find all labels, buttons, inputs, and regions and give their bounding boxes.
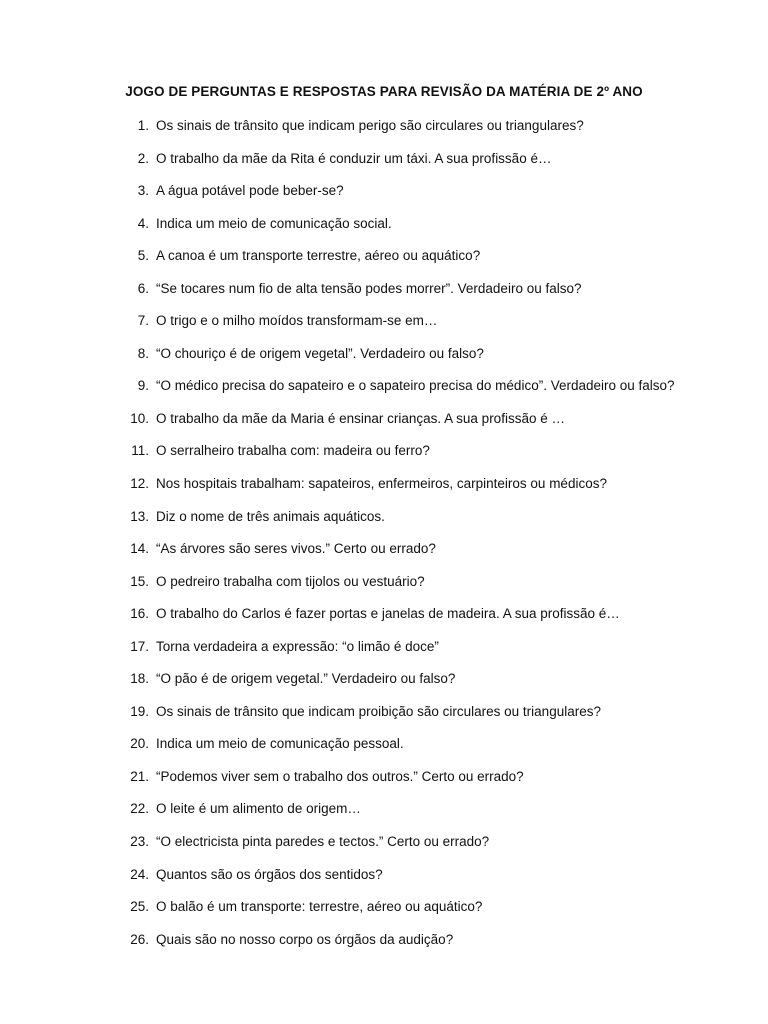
question-number: 20.	[130, 736, 149, 752]
question-number: 15.	[130, 573, 149, 589]
question-item	[0, 507, 768, 540]
question-number: 12.	[130, 476, 149, 492]
question-item	[0, 409, 768, 442]
question-number: 14.	[130, 541, 149, 557]
question-text: “Podemos viver sem o trabalho dos outros.” Certo ou errado?	[156, 768, 524, 784]
question-text: Quantos são os órgãos dos sentidos?	[156, 866, 383, 882]
question-item	[0, 539, 768, 572]
question-text: O trabalho da mãe da Rita é conduzir um táxi. A sua profissão é…	[156, 150, 552, 166]
question-number: 1.	[137, 118, 149, 133]
question-text: “Se tocares num fio de alta tensão podes morrer”. Verdadeiro ou falso?	[156, 280, 582, 296]
question-number: 25.	[130, 899, 149, 915]
question-text: Indica um meio de comunicação social.	[156, 215, 392, 231]
question-text: Nos hospitais trabalham: sapateiros, enfermeiros, carpinteiros ou médicos?	[156, 476, 607, 492]
question-text: O trigo e o milho moídos transformam-se em…	[156, 313, 438, 329]
question-number: 22.	[130, 801, 149, 817]
question-item	[0, 669, 768, 702]
question-number: 16.	[130, 606, 149, 622]
question-text: O serralheiro trabalha com: madeira ou ferro?	[156, 443, 430, 459]
question-item	[0, 149, 768, 182]
question-number: 11.	[131, 443, 149, 459]
question-item	[0, 897, 768, 930]
question-number: 5.	[137, 248, 149, 264]
question-text: A água potável pode beber-se?	[156, 183, 344, 199]
question-number: 6.	[137, 280, 149, 296]
question-text: “O pão é de origem vegetal.” Verdadeiro ou falso?	[156, 671, 456, 687]
question-item	[0, 930, 768, 963]
question-text: Os sinais de trânsito que indicam perigo são circulares ou triangulares?	[156, 118, 584, 133]
question-text: O leite é um alimento de origem…	[156, 801, 361, 817]
question-item	[0, 279, 768, 312]
question-item	[0, 799, 768, 832]
question-text: O trabalho do Carlos é fazer portas e janelas de madeira. A sua profissão é…	[156, 606, 620, 622]
question-number: 26.	[130, 931, 149, 947]
question-item	[0, 246, 768, 279]
question-text: Os sinais de trânsito que indicam proibição são circulares ou triangulares?	[156, 703, 601, 719]
question-item	[0, 181, 768, 214]
question-item	[0, 865, 768, 898]
question-item	[0, 637, 768, 670]
document-title: JOGO DE PERGUNTAS E RESPOSTAS PARA REVISÃO DA MATÉRIA DE 2º ANO	[125, 84, 643, 99]
question-number: 3.	[137, 183, 149, 199]
question-text: A canoa é um transporte terrestre, aéreo ou aquático?	[156, 248, 481, 264]
question-text: O pedreiro trabalha com tijolos ou vestuário?	[156, 573, 425, 589]
question-item	[0, 311, 768, 344]
question-number: 2.	[137, 150, 149, 166]
question-item	[0, 572, 768, 605]
question-item	[0, 702, 768, 735]
question-number: 4.	[137, 215, 149, 231]
question-item	[0, 474, 768, 507]
question-item	[0, 604, 768, 637]
question-list	[0, 116, 768, 962]
question-number: 18.	[130, 671, 149, 687]
question-text: Quais são no nosso corpo os órgãos da audição?	[156, 931, 454, 947]
question-text: “O chouriço é de origem vegetal”. Verdadeiro ou falso?	[156, 345, 484, 361]
question-number: 8.	[137, 345, 149, 361]
question-item	[0, 214, 768, 247]
question-number: 13.	[130, 508, 149, 524]
question-text: “O médico precisa do sapateiro e o sapateiro precisa do médico”. Verdadeiro ou falso?	[156, 378, 675, 394]
question-item	[0, 116, 768, 149]
question-number: 24.	[130, 866, 149, 882]
question-item	[0, 344, 768, 377]
question-text: Diz o nome de três animais aquáticos.	[156, 508, 385, 524]
question-text: O trabalho da mãe da Maria é ensinar crianças. A sua profissão é …	[156, 410, 565, 426]
question-number: 19.	[130, 703, 149, 719]
question-number: 7.	[137, 313, 149, 329]
question-number: 21.	[130, 768, 149, 784]
question-item	[0, 441, 768, 474]
question-item	[0, 832, 768, 865]
question-item	[0, 767, 768, 800]
question-text: Torna verdadeira a expressão: “o limão é doce”	[156, 638, 439, 654]
question-number: 17.	[130, 638, 149, 654]
question-number: 9.	[137, 378, 149, 394]
question-text: O balão é um transporte: terrestre, aéreo ou aquático?	[156, 899, 483, 915]
question-number: 23.	[130, 834, 149, 850]
question-text: “O electricista pinta paredes e tectos.” Certo ou errado?	[156, 834, 490, 850]
question-text: Indica um meio de comunicação pessoal.	[156, 736, 404, 752]
question-item	[0, 734, 768, 767]
question-item	[0, 376, 768, 409]
question-number: 10.	[130, 410, 149, 426]
question-text: “As árvores são seres vivos.” Certo ou errado?	[156, 541, 436, 557]
